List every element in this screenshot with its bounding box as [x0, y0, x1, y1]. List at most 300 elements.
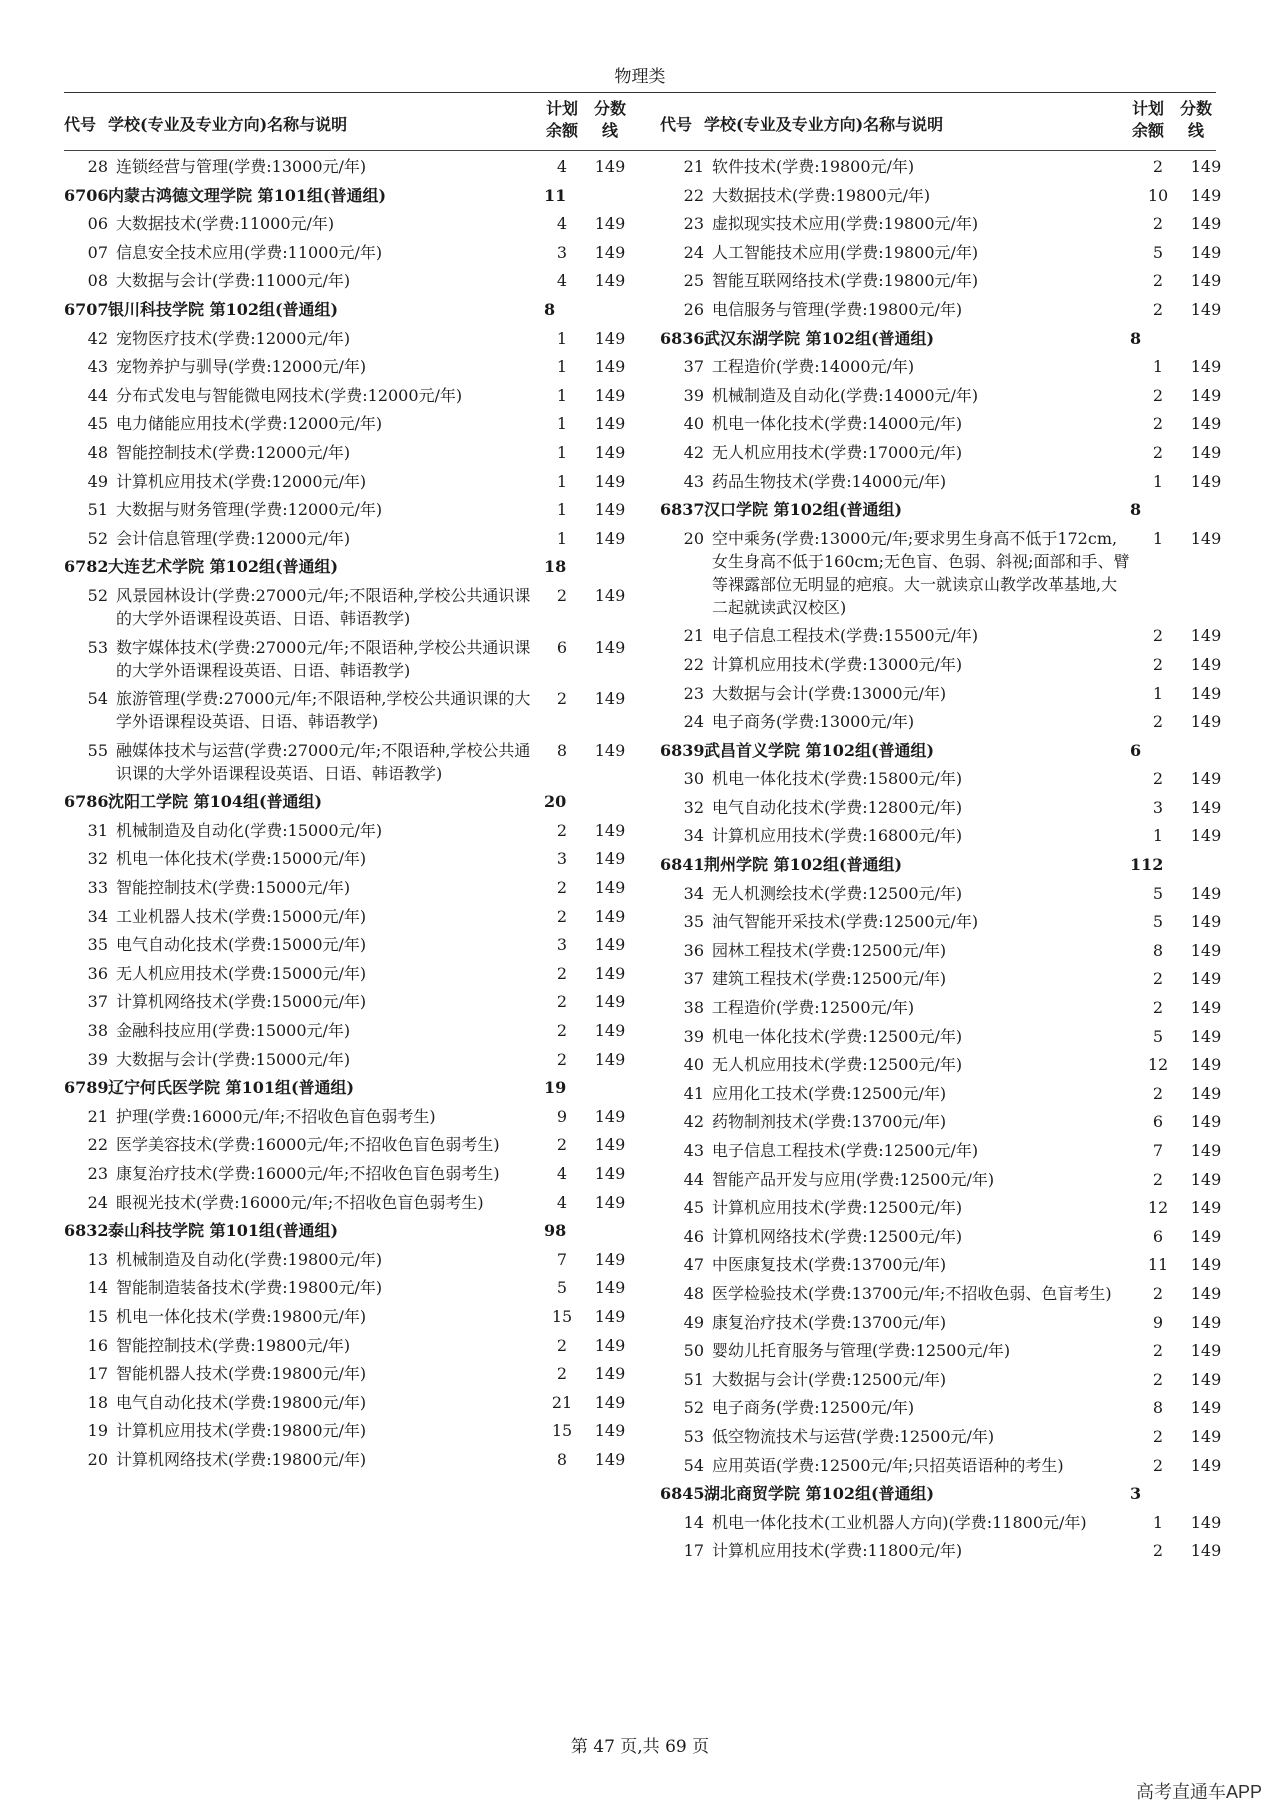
- row-score: 149: [594, 637, 626, 657]
- major-row: [660, 1311, 1240, 1334]
- major-row: [660, 882, 1240, 905]
- row-plan: 7: [1152, 1141, 1164, 1160]
- row-plan: 8: [1152, 940, 1164, 960]
- row-name: 机械制造及自动化(学费:15000元/年): [116, 820, 383, 840]
- major-row: [64, 241, 644, 264]
- row-name: 大数据技术(学费:19800元/年): [712, 185, 931, 205]
- row-plan: 2: [556, 992, 568, 1012]
- row-score: 149: [1190, 357, 1222, 377]
- row-code: 30: [683, 769, 704, 789]
- major-row: [660, 996, 1240, 1019]
- row-score: 149: [1190, 299, 1222, 319]
- row-code: 41: [683, 1083, 704, 1103]
- row-score: 149: [594, 849, 626, 869]
- row-name: 电气自动化技术(学费:15000元/年): [116, 935, 367, 955]
- row-name: 大数据与财务管理(学费:12000元/年): [116, 500, 383, 520]
- row-code: 55: [87, 740, 108, 760]
- row-plan: 8: [1152, 1398, 1164, 1418]
- header-code: 代号: [660, 115, 693, 134]
- row-plan: 1: [1152, 826, 1164, 846]
- major-row: [64, 1133, 644, 1156]
- row-plan: 12: [1147, 1055, 1169, 1075]
- row-code: 24: [683, 712, 704, 732]
- row-code: 23: [683, 214, 704, 234]
- row-code: 14: [683, 1512, 704, 1532]
- row-name: 康复治疗技术(学费:13700元/年): [712, 1312, 947, 1332]
- row-name: 机电一体化技术(工业机器人方向)(学费:11800元/年): [712, 1512, 1087, 1532]
- row-code: 44: [87, 385, 108, 405]
- row-code: 6782: [64, 557, 109, 577]
- row-score: 149: [594, 585, 626, 605]
- row-plan: 11: [544, 185, 567, 205]
- row-score: 149: [1190, 1312, 1222, 1332]
- row-name: 空中乘务(学费:13000元/年;要求男生身高不低于172cm,女生身高不低于160cm;无色盲、色弱、斜视;面部和手、臂等裸露部位无明显的疤痕。大一就读京山教学改革基地,大二起就读武汉校区): [712, 528, 1130, 617]
- row-code: 49: [87, 471, 108, 491]
- row-code: 17: [87, 1364, 108, 1384]
- row-score: 149: [594, 1449, 626, 1469]
- row-code: 48: [683, 1283, 704, 1303]
- row-score: 149: [594, 1392, 626, 1412]
- row-score: 149: [594, 528, 626, 548]
- row-score: 149: [594, 1249, 626, 1269]
- row-name: 机电一体化技术(学费:14000元/年): [712, 414, 963, 434]
- row-score: 149: [594, 357, 626, 377]
- page-title: 物理类: [614, 67, 666, 87]
- row-code: 6837: [660, 500, 705, 520]
- row-name: 机械制造及自动化(学费:19800元/年): [116, 1249, 383, 1269]
- row-code: 43: [683, 471, 704, 491]
- row-code: 39: [683, 1026, 704, 1046]
- row-name: 计算机网络技术(学费:15000元/年): [116, 992, 367, 1012]
- major-row: [660, 1339, 1240, 1362]
- row-code: 46: [683, 1226, 704, 1246]
- row-code: 6839: [660, 740, 705, 760]
- row-code: 21: [683, 157, 704, 176]
- major-row: [660, 1454, 1240, 1477]
- major-row: [64, 1248, 644, 1271]
- row-score: 149: [1190, 157, 1222, 176]
- row-score: 149: [1190, 1198, 1222, 1218]
- row-plan: 2: [1152, 654, 1164, 674]
- row-plan: 2: [1152, 769, 1164, 789]
- row-score: 149: [1190, 414, 1222, 434]
- row-plan: 2: [556, 878, 568, 898]
- major-row: [64, 1419, 644, 1442]
- row-plan: 2: [1152, 1341, 1164, 1361]
- row-name: 应用化工技术(学费:12500元/年): [712, 1083, 947, 1103]
- row-name: 沈阳工学院 第104组(普通组): [108, 792, 323, 812]
- major-row: [64, 441, 644, 464]
- row-score: 149: [1190, 271, 1222, 291]
- row-plan: 18: [544, 557, 567, 577]
- row-code: 35: [683, 912, 704, 932]
- row-name: 机电一体化技术(学费:15000元/年): [116, 849, 367, 869]
- row-name: 湖北商贸学院 第102组(普通组): [704, 1484, 935, 1504]
- row-code: 06: [87, 214, 108, 234]
- major-row: [64, 1105, 644, 1128]
- row-score: 149: [1190, 969, 1222, 989]
- major-row: [660, 384, 1240, 407]
- major-row: [660, 1396, 1240, 1419]
- row-plan: 3: [1130, 1484, 1142, 1504]
- row-name: 医学检验技术(学费:13700元/年;不招收色弱、色盲考生): [712, 1283, 1112, 1303]
- row-code: 42: [87, 328, 108, 348]
- row-score: 149: [1190, 769, 1222, 789]
- header-score: [1174, 98, 1218, 142]
- major-row: [64, 990, 644, 1013]
- row-name: 智能产品开发与应用(学费:12500元/年): [712, 1169, 995, 1189]
- row-score: 149: [1190, 1398, 1222, 1418]
- row-score: 149: [594, 242, 626, 262]
- row-score: 149: [1190, 1169, 1222, 1189]
- row-code: 42: [683, 1112, 704, 1132]
- row-plan: 2: [1152, 712, 1164, 732]
- table-header-right: [660, 96, 1216, 150]
- row-plan: 6: [1152, 1226, 1164, 1246]
- row-score: 149: [594, 1306, 626, 1326]
- header-plan-line1: 计划: [545, 99, 578, 118]
- row-plan: 1: [556, 385, 568, 405]
- major-row: [64, 1048, 644, 1071]
- row-code: 44: [683, 1169, 704, 1189]
- major-row: [64, 1448, 644, 1471]
- major-row: [64, 1334, 644, 1357]
- major-row: [64, 1191, 644, 1214]
- row-score: 149: [594, 271, 626, 291]
- row-code: 42: [683, 442, 704, 462]
- school-group-row: [64, 790, 644, 813]
- row-name: 机电一体化技术(学费:19800元/年): [116, 1306, 367, 1326]
- row-score: 149: [594, 963, 626, 983]
- row-plan: 2: [556, 906, 568, 926]
- major-row: [660, 824, 1240, 847]
- row-name: 智能互联网络技术(学费:19800元/年): [712, 271, 979, 291]
- row-plan: 1: [556, 414, 568, 434]
- major-row: [660, 682, 1240, 705]
- major-row: [660, 710, 1240, 733]
- row-code: 35: [87, 935, 108, 955]
- row-plan: 1: [556, 328, 568, 348]
- row-plan: 6: [1130, 740, 1142, 760]
- row-code: 16: [87, 1335, 108, 1355]
- row-name: 婴幼儿托育服务与管理(学费:12500元/年): [712, 1341, 1011, 1361]
- row-name: 宠物医疗技术(学费:12000元/年): [116, 328, 351, 348]
- row-plan: 98: [544, 1221, 567, 1241]
- row-code: 6706: [64, 185, 109, 205]
- row-name: 无人机应用技术(学费:12500元/年): [712, 1055, 963, 1075]
- app-label: 高考直通车APP: [1135, 1782, 1262, 1802]
- row-code: 49: [683, 1312, 704, 1332]
- row-score: 149: [594, 328, 626, 348]
- row-score: 149: [1190, 1226, 1222, 1246]
- row-plan: 2: [1152, 1541, 1164, 1561]
- row-score: 149: [1190, 683, 1222, 703]
- major-row: [660, 241, 1240, 264]
- row-name: 大数据技术(学费:11000元/年): [116, 214, 335, 234]
- row-code: 26: [683, 299, 704, 319]
- header-score-line2: 线: [1187, 121, 1204, 140]
- school-group-row: [660, 853, 1240, 876]
- row-code: 22: [683, 654, 704, 674]
- header-rule: [64, 150, 1216, 151]
- row-code: 37: [683, 357, 704, 377]
- row-score: 149: [594, 878, 626, 898]
- row-code: 39: [683, 385, 704, 405]
- header-plan-line2: 余额: [1131, 121, 1164, 140]
- row-score: 149: [1190, 471, 1222, 491]
- row-score: 149: [1190, 883, 1222, 903]
- school-group-row: [64, 555, 644, 578]
- row-code: 45: [87, 414, 108, 434]
- major-row: [660, 212, 1240, 235]
- row-plan: 112: [1130, 855, 1164, 875]
- major-row: [660, 355, 1240, 378]
- row-code: 24: [683, 242, 704, 262]
- row-score: 149: [594, 1335, 626, 1355]
- row-name: 智能控制技术(学费:15000元/年): [116, 878, 351, 898]
- row-name: 电力储能应用技术(学费:12000元/年): [116, 414, 383, 434]
- row-score: 149: [1190, 185, 1222, 205]
- header-plan: [540, 98, 584, 142]
- major-row: [64, 1391, 644, 1414]
- row-name: 辽宁何氏医学院 第101组(普通组): [108, 1078, 355, 1098]
- row-name: 大连艺术学院 第102组(普通组): [108, 557, 339, 577]
- row-name: 电气自动化技术(学费:19800元/年): [116, 1392, 367, 1412]
- row-score: 149: [1190, 1055, 1222, 1075]
- row-name: 智能控制技术(学费:12000元/年): [116, 442, 351, 462]
- major-row: [64, 905, 644, 928]
- row-code: 39: [87, 1049, 108, 1069]
- header-code: 代号: [64, 115, 97, 134]
- major-row: [64, 498, 644, 521]
- row-code: 21: [87, 1106, 108, 1126]
- row-plan: 2: [556, 585, 568, 605]
- row-score: 149: [594, 1164, 626, 1183]
- row-score: 149: [594, 500, 626, 520]
- row-name: 计算机应用技术(学费:16800元/年): [712, 826, 963, 846]
- row-score: 149: [1190, 712, 1222, 732]
- row-plan: 8: [556, 740, 568, 760]
- row-plan: 5: [1152, 1026, 1164, 1046]
- row-plan: 1: [556, 528, 568, 548]
- row-name: 电气自动化技术(学费:12800元/年): [712, 797, 963, 817]
- row-score: 149: [1190, 998, 1222, 1018]
- left-column: [64, 155, 644, 1477]
- row-plan: 3: [1152, 797, 1164, 817]
- row-code: 17: [683, 1541, 704, 1561]
- header-plan-line2: 余额: [545, 121, 578, 140]
- row-code: 07: [87, 242, 108, 262]
- major-row: [64, 327, 644, 350]
- major-row: [660, 184, 1240, 207]
- major-row: [660, 624, 1240, 647]
- row-plan: 2: [1152, 299, 1164, 319]
- row-code: 6832: [64, 1221, 109, 1241]
- row-plan: 2: [1152, 626, 1164, 646]
- major-row: [660, 1539, 1240, 1562]
- row-name: 无人机测绘技术(学费:12500元/年): [712, 883, 963, 903]
- row-plan: 2: [1152, 214, 1164, 234]
- row-plan: 2: [1152, 271, 1164, 291]
- row-name: 连锁经营与管理(学费:13000元/年): [116, 157, 367, 176]
- major-row: [64, 412, 644, 435]
- major-row: [660, 1082, 1240, 1105]
- row-score: 149: [1190, 528, 1222, 548]
- row-code: 52: [683, 1398, 704, 1418]
- header-score-line2: 线: [601, 121, 618, 140]
- row-code: 32: [683, 797, 704, 817]
- row-score: 149: [594, 992, 626, 1012]
- row-name: 电子信息工程技术(学费:15500元/年): [712, 626, 979, 646]
- row-name: 会计信息管理(学费:12000元/年): [116, 528, 351, 548]
- row-plan: 2: [556, 820, 568, 840]
- row-name: 康复治疗技术(学费:16000元/年;不招收色盲色弱考生): [116, 1164, 500, 1183]
- row-code: 22: [683, 185, 704, 205]
- row-code: 51: [87, 500, 108, 520]
- row-score: 149: [1190, 1083, 1222, 1103]
- row-plan: 15: [551, 1421, 573, 1441]
- row-name: 眼视光技术(学费:16000元/年;不招收色盲色弱考生): [116, 1192, 484, 1212]
- row-plan: 1: [556, 471, 568, 491]
- row-score: 149: [594, 689, 626, 709]
- row-code: 23: [683, 683, 704, 703]
- major-row: [660, 1025, 1240, 1048]
- row-code: 40: [683, 1055, 704, 1075]
- row-name: 泰山科技学院 第101组(普通组): [108, 1221, 339, 1241]
- major-row: [660, 796, 1240, 819]
- row-plan: 7: [556, 1249, 568, 1269]
- row-name: 计算机网络技术(学费:12500元/年): [712, 1226, 963, 1246]
- row-plan: 9: [1152, 1312, 1164, 1332]
- row-name: 工程造价(学费:12500元/年): [712, 998, 915, 1018]
- row-name: 电子信息工程技术(学费:12500元/年): [712, 1141, 979, 1160]
- row-code: 34: [683, 883, 704, 903]
- row-score: 149: [1190, 214, 1222, 234]
- row-name: 计算机应用技术(学费:12000元/年): [116, 471, 367, 491]
- major-row: [64, 527, 644, 550]
- row-name: 数字媒体技术(学费:27000元/年;不限语种,学校公共通识课的大学外语课程设英语、日语、韩语教学): [116, 637, 531, 680]
- row-plan: 2: [1152, 998, 1164, 1018]
- row-score: 149: [1190, 654, 1222, 674]
- row-name: 荆州学院 第102组(普通组): [704, 855, 903, 875]
- row-plan: 4: [556, 1192, 568, 1212]
- major-row: [660, 1368, 1240, 1391]
- major-row: [64, 355, 644, 378]
- row-score: 149: [1190, 797, 1222, 817]
- row-score: 149: [1190, 1026, 1222, 1046]
- major-row: [64, 269, 644, 292]
- major-row: [64, 1162, 644, 1185]
- row-plan: 2: [1152, 157, 1164, 176]
- row-plan: 19: [544, 1078, 567, 1098]
- row-plan: 2: [1152, 385, 1164, 405]
- major-row: [660, 298, 1240, 321]
- major-row: [64, 155, 644, 178]
- row-code: 33: [87, 878, 108, 898]
- major-row: [660, 767, 1240, 790]
- row-plan: 4: [556, 214, 568, 234]
- row-plan: 10: [1147, 185, 1169, 205]
- row-score: 149: [594, 1021, 626, 1041]
- row-score: 149: [1190, 1426, 1222, 1446]
- major-row: [660, 1253, 1240, 1276]
- row-name: 工业机器人技术(学费:15000元/年): [116, 906, 367, 926]
- row-plan: 1: [1152, 528, 1164, 548]
- row-score: 149: [1190, 826, 1222, 846]
- major-row: [64, 636, 644, 682]
- row-score: 149: [594, 414, 626, 434]
- row-plan: 2: [556, 1049, 568, 1069]
- row-name: 计算机应用技术(学费:12500元/年): [712, 1198, 963, 1218]
- row-code: 53: [683, 1426, 704, 1446]
- row-code: 52: [87, 528, 108, 548]
- row-code: 36: [87, 963, 108, 983]
- school-group-row: [660, 327, 1240, 350]
- row-name: 智能控制技术(学费:19800元/年): [116, 1335, 351, 1355]
- row-plan: 2: [1152, 1169, 1164, 1189]
- row-plan: 1: [1152, 471, 1164, 491]
- row-code: 50: [683, 1341, 704, 1361]
- row-plan: 2: [556, 1135, 568, 1155]
- row-plan: 2: [1152, 1426, 1164, 1446]
- row-score: 149: [1190, 442, 1222, 462]
- row-name: 银川科技学院 第102组(普通组): [108, 299, 339, 319]
- row-name: 药品生物技术(学费:14000元/年): [712, 471, 947, 491]
- row-plan: 2: [1152, 1369, 1164, 1389]
- row-code: 37: [683, 969, 704, 989]
- row-plan: 15: [551, 1306, 573, 1326]
- header-plan-line1: 计划: [1131, 99, 1164, 118]
- row-name: 分布式发电与智能微电网技术(学费:12000元/年): [116, 385, 463, 405]
- major-row: [660, 653, 1240, 676]
- row-score: 149: [1190, 242, 1222, 262]
- row-plan: 1: [556, 357, 568, 377]
- row-score: 149: [594, 1364, 626, 1384]
- row-plan: 3: [556, 935, 568, 955]
- row-code: 23: [87, 1164, 108, 1183]
- row-plan: 5: [1152, 883, 1164, 903]
- row-score: 149: [594, 1049, 626, 1069]
- row-plan: 2: [1152, 1083, 1164, 1103]
- row-name: 旅游管理(学费:27000元/年;不限语种,学校公共通识课的大学外语课程设英语、日语、韩语教学): [116, 689, 531, 732]
- row-plan: 2: [556, 1335, 568, 1355]
- row-code: 34: [87, 906, 108, 926]
- row-code: 53: [87, 637, 108, 657]
- row-name: 无人机应用技术(学费:15000元/年): [116, 963, 367, 983]
- row-code: 14: [87, 1278, 108, 1298]
- row-plan: 2: [556, 1364, 568, 1384]
- row-score: 149: [594, 1135, 626, 1155]
- row-code: 08: [87, 271, 108, 291]
- row-score: 149: [1190, 1455, 1222, 1475]
- header-score-line1: 分数: [1179, 99, 1212, 118]
- row-plan: 4: [556, 1164, 568, 1183]
- row-code: 22: [87, 1135, 108, 1155]
- row-code: 32: [87, 849, 108, 869]
- row-score: 149: [1190, 1255, 1222, 1275]
- row-score: 149: [594, 214, 626, 234]
- row-name: 药物制剂技术(学费:13700元/年): [712, 1112, 947, 1132]
- row-score: 149: [1190, 1512, 1222, 1532]
- row-name: 大数据与会计(学费:13000元/年): [712, 683, 947, 703]
- row-code: 6845: [660, 1484, 705, 1504]
- row-name: 虚拟现实技术应用(学费:19800元/年): [712, 214, 979, 234]
- row-name: 电子商务(学费:12500元/年): [712, 1398, 915, 1418]
- row-code: 47: [683, 1255, 704, 1275]
- major-row: [660, 1139, 1240, 1162]
- row-name: 护理(学费:16000元/年;不招收色盲色弱考生): [116, 1106, 436, 1126]
- row-score: 149: [594, 442, 626, 462]
